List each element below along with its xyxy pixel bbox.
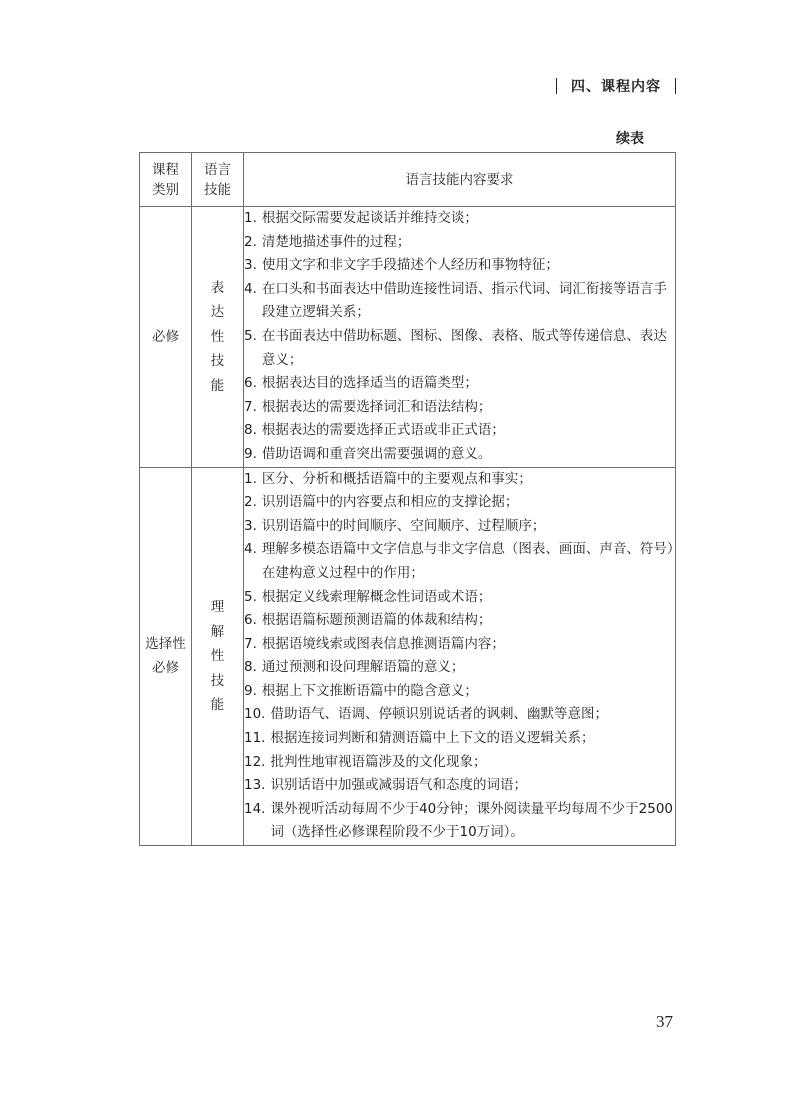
item-text: 识别语篇中的内容要点和相应的支撑论据； bbox=[261, 494, 519, 511]
list-item bbox=[244, 774, 675, 798]
item-number: 6. bbox=[244, 612, 257, 629]
skill-char: 技 bbox=[210, 353, 225, 370]
list-item bbox=[244, 586, 675, 610]
item-text: 根据表达目的选择适当的语篇类型； bbox=[261, 375, 478, 392]
item-number: 8. bbox=[244, 659, 257, 676]
skill-char: 技 bbox=[210, 672, 225, 689]
skill-char: 能 bbox=[210, 697, 225, 714]
item-text: 借助语调和重音突出需要强调的意义。 bbox=[261, 445, 492, 462]
running-header bbox=[556, 76, 676, 96]
skill-char: 性 bbox=[210, 328, 225, 345]
section-title: 四、课程内容 bbox=[571, 79, 661, 95]
header-divider-left bbox=[556, 78, 557, 94]
course-category-cell bbox=[140, 207, 192, 468]
skill-char: 达 bbox=[210, 304, 225, 321]
column-header-requirements: 语言技能内容要求 bbox=[244, 153, 676, 207]
list-item bbox=[244, 798, 675, 845]
item-number: 1. bbox=[244, 470, 257, 487]
skill-char: 能 bbox=[210, 377, 225, 394]
list-item bbox=[244, 207, 675, 231]
item-number: 1. bbox=[244, 210, 257, 226]
item-text: 根据语篇标题预测语篇的体裁和结构； bbox=[261, 612, 492, 629]
item-number: 5. bbox=[244, 327, 257, 344]
skill-char: 性 bbox=[210, 648, 225, 665]
column-header-skill bbox=[192, 153, 244, 207]
list-item bbox=[244, 656, 675, 680]
item-number: 2. bbox=[244, 494, 257, 511]
item-text: 识别语篇中的时间顺序、空间顺序、过程顺序； bbox=[261, 517, 546, 534]
item-text: 区分、分析和概括语篇中的主要观点和事实； bbox=[261, 470, 532, 487]
table-row bbox=[140, 467, 676, 846]
table-header-row bbox=[140, 153, 676, 207]
page-number: 37 bbox=[656, 1012, 673, 1031]
skill-char: 理 bbox=[210, 599, 225, 616]
item-number: 4. bbox=[244, 280, 257, 297]
skill-char: 解 bbox=[210, 623, 225, 640]
item-text: 根据表达的需要选择正式语或非正式语； bbox=[261, 422, 505, 439]
item-text: 识别话语中加强或减弱语气和态度的词语； bbox=[270, 777, 527, 794]
list-item bbox=[244, 325, 675, 372]
skill-type-cell bbox=[192, 207, 244, 468]
list-item bbox=[244, 727, 675, 751]
item-number: 5. bbox=[244, 588, 257, 605]
list-item bbox=[244, 468, 675, 492]
item-number: 12. bbox=[244, 753, 266, 770]
item-text: 根据上下文推断语篇中的隐含意义； bbox=[261, 682, 478, 699]
list-item bbox=[244, 254, 675, 278]
list-item bbox=[244, 491, 675, 515]
item-text: 课外视听活动每周不少于40分钟；课外阅读量平均每周不少于2500词（选择性必修课程阶段不少于10万词）。 bbox=[270, 800, 674, 841]
item-text: 使用文字和非文字手段描述个人经历和事物特征； bbox=[261, 257, 559, 274]
list-item bbox=[244, 609, 675, 633]
item-number: 11. bbox=[244, 730, 266, 747]
item-text: 在书面表达中借助标题、图标、图像、表格、版式等传递信息、表达意义； bbox=[261, 327, 667, 368]
item-number: 10. bbox=[244, 706, 266, 723]
column-header-category bbox=[140, 153, 192, 207]
item-number: 7. bbox=[244, 635, 257, 652]
list-item bbox=[244, 633, 675, 657]
item-number: 4. bbox=[244, 541, 257, 558]
item-text: 在口头和书面表达中借助连接性词语、指示代词、词汇衔接等语言手段建立逻辑关系； bbox=[261, 280, 667, 321]
item-number: 14. bbox=[244, 800, 266, 817]
item-number: 3. bbox=[244, 257, 257, 274]
course-category-cell bbox=[140, 467, 192, 846]
list-item bbox=[244, 278, 675, 325]
header-line: 语言 bbox=[204, 161, 231, 178]
item-number: 9. bbox=[244, 445, 257, 462]
skill-char: 表 bbox=[210, 279, 225, 296]
item-number: 13. bbox=[244, 777, 266, 794]
item-text: 理解多模态语篇中文字信息与非文字信息（图表、画面、声音、符号）在建构意义过程中的作用； bbox=[261, 541, 674, 581]
item-number: 9. bbox=[244, 682, 257, 699]
list-item bbox=[244, 751, 675, 775]
item-number: 6. bbox=[244, 375, 257, 392]
list-item bbox=[244, 419, 675, 443]
list-item bbox=[244, 680, 675, 704]
item-text: 根据连接词判断和猜测语篇中上下文的语义逻辑关系； bbox=[270, 730, 595, 747]
header-divider-right bbox=[675, 78, 676, 94]
requirements-cell bbox=[244, 207, 676, 468]
category-line: 选择性 bbox=[145, 636, 186, 653]
skills-table bbox=[139, 152, 676, 846]
item-number: 3. bbox=[244, 517, 257, 534]
item-text: 清楚地描述事件的过程； bbox=[261, 233, 411, 250]
item-text: 根据交际需要发起谈话并维持交谈； bbox=[261, 210, 478, 226]
header-line: 技能 bbox=[204, 181, 231, 198]
item-text: 批判性地审视语篇涉及的文化现象； bbox=[270, 753, 487, 770]
item-text: 借助语气、语调、停顿识别说话者的讽刺、幽默等意图； bbox=[270, 706, 608, 723]
list-item bbox=[244, 443, 675, 467]
category-line: 必修 bbox=[152, 328, 179, 345]
header-line: 课程 bbox=[152, 161, 179, 178]
item-number: 7. bbox=[244, 398, 257, 415]
item-text: 根据语境线索或图表信息推测语篇内容； bbox=[261, 635, 505, 652]
category-line: 必修 bbox=[152, 660, 179, 677]
list-item bbox=[244, 515, 675, 539]
table-continued-caption: 续表 bbox=[616, 131, 644, 147]
list-item bbox=[244, 396, 675, 420]
item-number: 8. bbox=[244, 422, 257, 439]
list-item bbox=[244, 703, 675, 727]
skill-type-cell bbox=[192, 467, 244, 846]
list-item bbox=[244, 231, 675, 255]
item-text: 通过预测和设问理解语篇的意义； bbox=[261, 659, 465, 676]
list-item bbox=[244, 372, 675, 396]
item-text: 根据定义线索理解概念性词语或术语； bbox=[261, 588, 492, 605]
header-line: 类别 bbox=[152, 181, 179, 198]
item-number: 2. bbox=[244, 233, 257, 250]
item-text: 根据表达的需要选择词汇和语法结构； bbox=[261, 398, 492, 415]
list-item bbox=[244, 538, 675, 585]
table-row bbox=[140, 207, 676, 468]
requirements-cell bbox=[244, 467, 676, 846]
